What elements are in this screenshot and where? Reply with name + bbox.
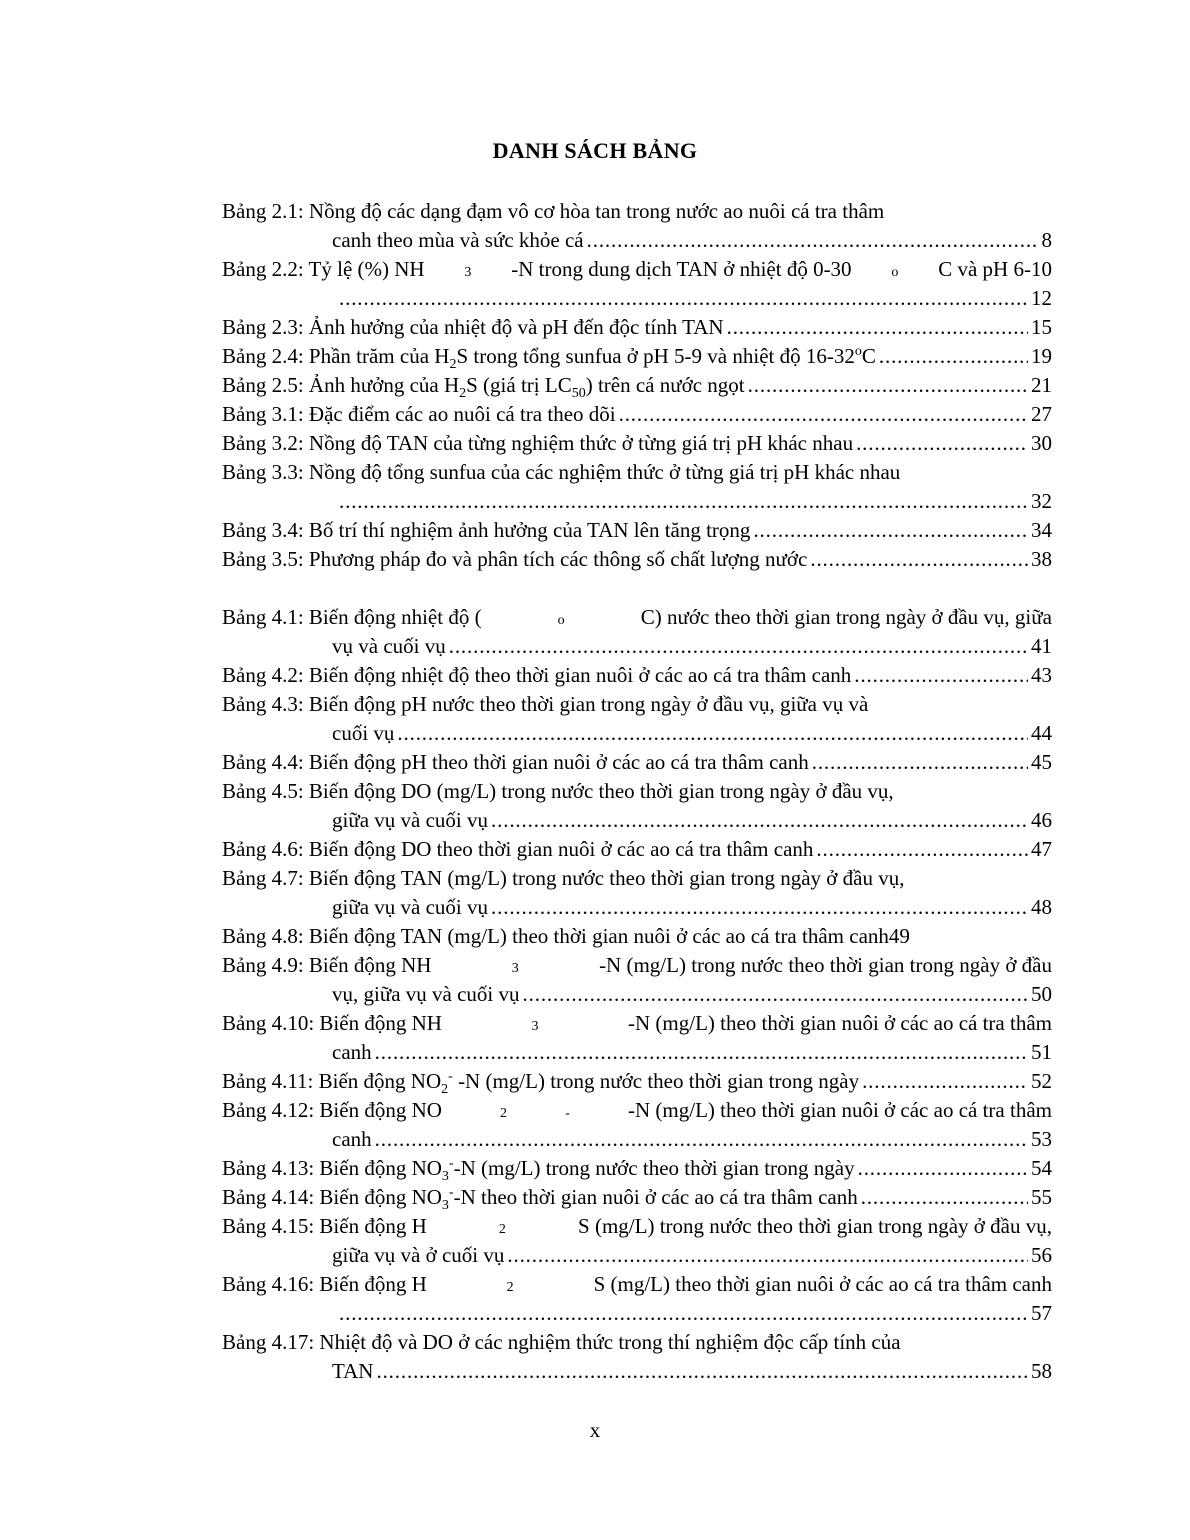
list-item[interactable]: [222, 951, 1052, 1009]
page-ref: 48: [1031, 895, 1052, 919]
list-item[interactable]: [222, 429, 1052, 458]
list-item[interactable]: [222, 400, 1052, 429]
page-ref: 56: [1031, 1243, 1052, 1267]
page-ref: 15: [1031, 315, 1052, 339]
list-item[interactable]: [222, 371, 1052, 400]
entry-line-1: Bảng 4.7: Biến động TAN (mg/L) trong nước theo thời gian trong ngày ở đầu vụ,: [222, 866, 905, 890]
dot-leader: [858, 1154, 1028, 1183]
dot-leader: [397, 719, 1028, 748]
page-ref: 53: [1031, 1127, 1052, 1151]
page-ref: 51: [1031, 1040, 1052, 1064]
dot-leader: [856, 429, 1028, 458]
entry-line-2: giữa vụ và cuối vụ: [332, 808, 489, 832]
entry-line-2: canh: [332, 1040, 372, 1064]
entry-title: Bảng 4.13: Biến động $NO_3^--N$ (mg/L) trong nước theo thời gian trong ngày: [222, 1156, 855, 1185]
dot-leader: [491, 893, 1028, 922]
page-ref: 27: [1031, 402, 1052, 426]
page-ref: 55: [1031, 1185, 1052, 1209]
entry-line-1: Bảng 3.3: Nồng độ tổng sunfua của các nghiệm thức ở từng giá trị pH khác nhau: [222, 460, 901, 484]
page-ref: 30: [1031, 431, 1052, 455]
dot-leader: [748, 371, 1028, 400]
entry-line-2: cuối vụ: [332, 721, 395, 745]
dot-leader: [587, 226, 1039, 255]
entry-title: Bảng 4.11: Biến động $NO_2^-$ -N (mg/L) trong nước theo thời gian trong ngày: [222, 1069, 860, 1098]
dot-leader: [339, 487, 1028, 516]
page-ref: 58: [1031, 1359, 1052, 1383]
page-ref: 49: [888, 924, 910, 948]
page-number: x: [589, 1418, 601, 1442]
page-ref: 57: [1031, 1301, 1052, 1325]
list-item[interactable]: [222, 690, 1052, 748]
entry-line-2: TAN: [332, 1359, 374, 1383]
entry-title: Bảng 2.3: Ảnh hưởng của nhiệt độ và pH đến độc tính TAN: [222, 315, 724, 339]
entry-line-1: Bảng 2.1: Nồng độ các dạng đạm vô cơ hòa tan trong nước ao nuôi cá tra thâm: [222, 199, 885, 223]
dot-leader: [491, 806, 1028, 835]
list-item[interactable]: [222, 603, 1052, 661]
page-ref: 44: [1031, 721, 1052, 745]
entry-line-2: giữa vụ và ở cuối vụ: [332, 1243, 505, 1267]
list-item[interactable]: [222, 545, 1052, 574]
dot-leader: [753, 516, 1028, 545]
dot-leader: [619, 400, 1028, 429]
page-ref: 32: [1031, 489, 1052, 513]
entry-title: Bảng 4.8: Biến động TAN (mg/L) theo thời gian nuôi ở các ao cá tra thâm canh: [222, 924, 889, 948]
dot-leader: [523, 980, 1028, 1009]
list-item[interactable]: [222, 1067, 1052, 1096]
list-item[interactable]: [222, 1009, 1052, 1067]
entry-line-1: Bảng 4.15: Biến động H 2 S (mg/L) trong nước theo thời gian trong ngày ở đầu vụ,: [222, 1214, 1052, 1238]
list-item[interactable]: [222, 458, 1052, 516]
list-item[interactable]: [222, 1096, 1052, 1154]
entry-line-2: canh theo mùa và sức khỏe cá: [332, 228, 584, 252]
entry-title: Bảng 4.14: Biến động $NO_3^--N$ theo thời gian nuôi ở các ao cá tra thâm canh: [222, 1185, 858, 1214]
entry-line-1: Bảng 4.12: Biến động NO 2 - -N (mg/L) theo thời gian nuôi ở các ao cá tra thâm: [222, 1098, 1052, 1122]
page-ref: 45: [1031, 750, 1052, 774]
dot-leader: [862, 1067, 1028, 1096]
page-ref: 34: [1031, 518, 1052, 542]
page-title: DANH SÁCH BẢNG: [492, 138, 698, 163]
page-ref: 12: [1031, 286, 1052, 310]
entry-title: Bảng 2.4: Phần trăm của $H_2S$ trong tổng sunfua ở pH 5-9 và nhiệt độ 16-32$^o$C: [222, 344, 876, 373]
page-ref: 46: [1031, 808, 1052, 832]
dot-leader: [449, 632, 1028, 661]
page-ref: 21: [1031, 373, 1052, 397]
page-ref: 19: [1031, 344, 1052, 368]
dot-leader: [375, 1038, 1028, 1067]
page-ref: 41: [1031, 634, 1052, 658]
entry-title: Bảng 4.4: Biến động pH theo thời gian nuôi ở các ao cá tra thâm canh: [222, 750, 809, 774]
entry-line-1: Bảng 4.9: Biến động NH 3 -N (mg/L) trong nước theo thời gian trong ngày ở đầu: [222, 953, 1052, 977]
dot-leader: [816, 835, 1028, 864]
list-item[interactable]: [222, 313, 1052, 342]
entry-line-2: vụ, giữa vụ và cuối vụ: [332, 982, 520, 1006]
entry-line-1: Bảng 4.16: Biến động H 2 S (mg/L) theo thời gian nuôi ở các ao cá tra thâm canh: [222, 1272, 1052, 1296]
entry-line-2: canh: [332, 1127, 372, 1151]
dot-leader: [727, 313, 1028, 342]
dot-leader: [375, 1125, 1028, 1154]
entry-line-1: Bảng 2.2: Tỷ lệ (%) NH 3 -N trong dung dịch TAN ở nhiệt độ 0-30 o C và pH 6-10: [222, 257, 1052, 281]
dot-leader: [879, 342, 1028, 371]
list-item[interactable]: [222, 1154, 1052, 1183]
list-item[interactable]: [222, 748, 1052, 777]
list-item[interactable]: [222, 1328, 1052, 1386]
entry-line-1: Bảng 4.5: Biến động DO (mg/L) trong nước theo thời gian trong ngày ở đầu vụ,: [222, 779, 894, 803]
entry-title: Bảng 3.1: Đặc điểm các ao nuôi cá tra theo dõi: [222, 402, 616, 426]
dot-leader: [810, 545, 1028, 574]
page-ref: 54: [1031, 1156, 1052, 1180]
list-item[interactable]: [222, 661, 1052, 690]
list-item[interactable]: [222, 255, 1052, 313]
list-item[interactable]: [222, 1212, 1052, 1270]
list-item[interactable]: [222, 197, 1052, 255]
entry-line-2: vụ và cuối vụ: [332, 634, 446, 658]
entry-title: Bảng 4.6: Biến động DO theo thời gian nuôi ở các ao cá tra thâm canh: [222, 837, 814, 861]
list-item[interactable]: [222, 1183, 1052, 1212]
list-item[interactable]: [222, 864, 1052, 922]
dot-leader: [339, 284, 1028, 313]
entry-line-2: giữa vụ và cuối vụ: [332, 895, 489, 919]
dot-leader: [854, 661, 1028, 690]
page-ref: 47: [1031, 837, 1052, 861]
entry-line-1: Bảng 4.3: Biến động pH nước theo thời gian trong ngày ở đầu vụ, giữa vụ và: [222, 692, 869, 716]
dot-leader: [812, 748, 1028, 777]
entry-title: Bảng 3.5: Phương pháp đo và phân tích các thông số chất lượng nước: [222, 547, 808, 571]
page-ref: 8: [1041, 228, 1052, 252]
page-ref: 38: [1031, 547, 1052, 571]
list-item[interactable]: [222, 922, 1052, 951]
list-item[interactable]: [222, 1270, 1052, 1328]
list-item[interactable]: [222, 342, 1052, 371]
page-ref: 50: [1031, 982, 1052, 1006]
entry-title: Bảng 2.5: Ảnh hưởng của $H_2S$ (giá trị $LC_{50}$) trên cá nước ngọt: [222, 373, 745, 402]
page-ref: 43: [1031, 663, 1052, 687]
dot-leader: [339, 1299, 1028, 1328]
table-list: [222, 197, 1052, 1386]
list-item[interactable]: [222, 835, 1052, 864]
entry-line-1: Bảng 4.1: Biến động nhiệt độ ( o C) nước theo thời gian trong ngày ở đầu vụ, giữa: [222, 605, 1052, 629]
entry-line-1: Bảng 4.17: Nhiệt độ và DO ở các nghiệm thức trong thí nghiệm độc cấp tính của: [222, 1330, 901, 1354]
dot-leader: [507, 1241, 1028, 1270]
entry-title: Bảng 3.2: Nồng độ TAN của từng nghiệm thức ở từng giá trị pH khác nhau: [222, 431, 854, 455]
list-item[interactable]: [222, 516, 1052, 545]
entry-line-1: Bảng 4.10: Biến động NH 3 -N (mg/L) theo thời gian nuôi ở các ao cá tra thâm: [222, 1011, 1052, 1035]
dot-leader: [376, 1357, 1028, 1386]
dot-leader: [861, 1183, 1028, 1212]
page-ref: 52: [1031, 1069, 1052, 1093]
list-item[interactable]: [222, 777, 1052, 835]
entry-title: Bảng 3.4: Bố trí thí nghiệm ảnh hưởng của TAN lên tăng trọng: [222, 518, 751, 542]
entry-title: Bảng 4.2: Biến động nhiệt độ theo thời gian nuôi ở các ao cá tra thâm canh: [222, 663, 852, 687]
